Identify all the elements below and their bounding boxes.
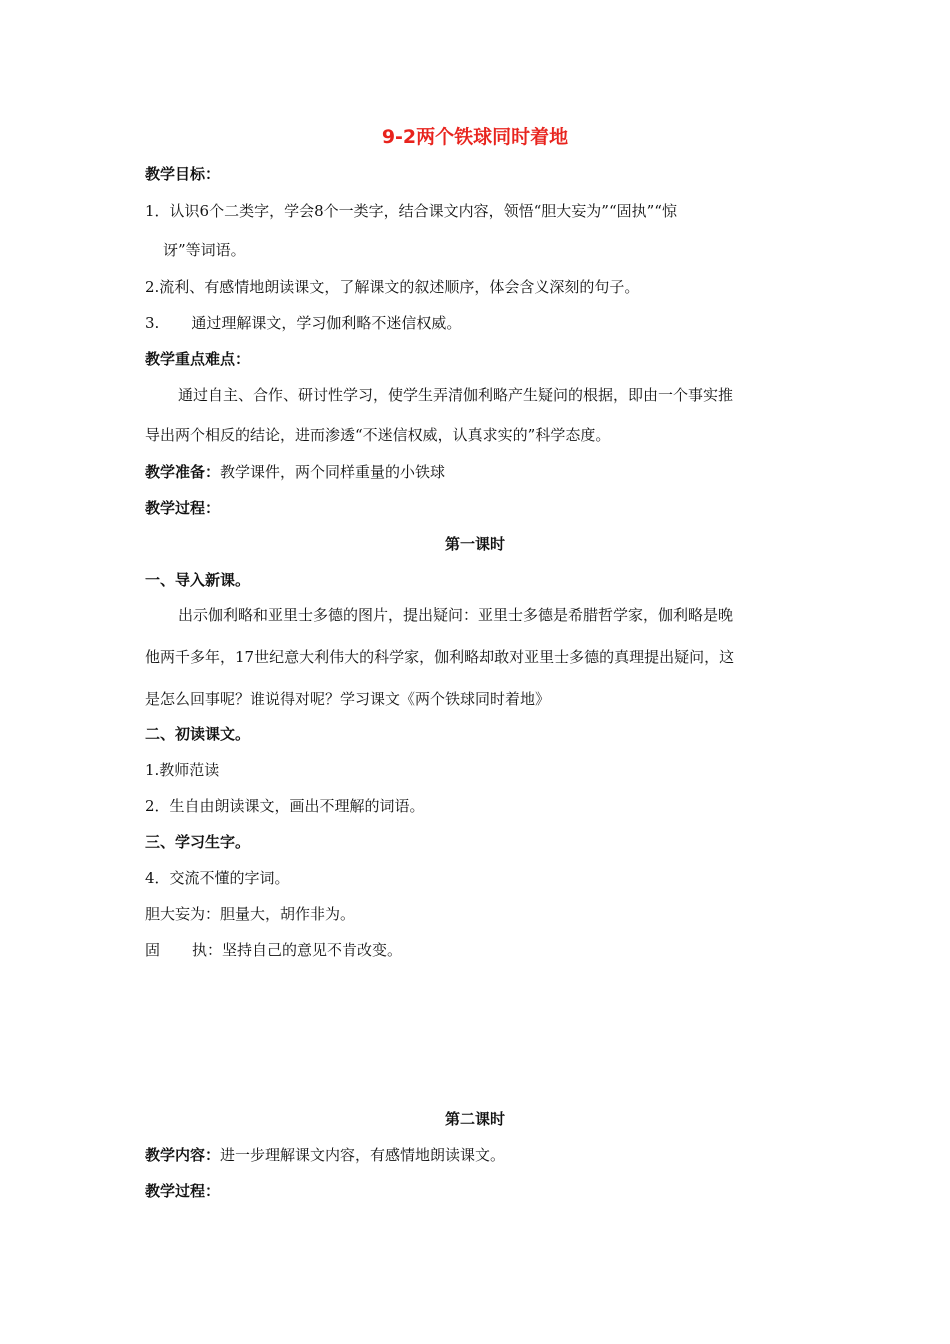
word-definition-2-term: 固: [145, 941, 161, 959]
word-definition-2-rest: 执：坚持自己的意见不肯改变。: [192, 941, 403, 959]
read-step-1: 1.教师范读: [145, 761, 220, 779]
objective-1-line-2: 讶”等词语。: [163, 241, 246, 259]
lesson-2-heading: 第二课时: [444, 1110, 505, 1128]
preparation-text: 教学课件，两个同样重量的小铁球: [220, 463, 446, 481]
objective-3-number: 3.: [145, 314, 160, 332]
word-definition-1: 胆大妄为：胆量大，胡作非为。: [145, 905, 356, 923]
process-heading-2: 教学过程：: [145, 1182, 221, 1200]
objectives-heading: 教学目标：: [145, 165, 221, 183]
preparation-label: 教学准备：: [145, 463, 221, 481]
objective-3-text: 通过理解课文，学习伽利略不迷信权威。: [191, 314, 462, 332]
process-heading: 教学过程：: [145, 499, 221, 517]
intro-line-1: 出示伽利略和亚里士多德的图片，提出疑问：亚里士多德是希腊哲学家，伽利略是晚: [178, 606, 734, 624]
read-step-2: 2．生自由朗读课文，画出不理解的词语。: [145, 797, 425, 815]
key-points-line-2: 导出两个相反的结论，进而渗透“不迷信权威，认真求实的”科学态度。: [145, 426, 611, 444]
objective-2: 2.流利、有感情地朗读课文，了解课文的叙述顺序，体会含义深刻的句子。: [145, 278, 640, 296]
section-1-heading: 一、导入新课。: [145, 571, 251, 589]
words-step-4: 4．交流不懂的字词。: [145, 869, 290, 887]
page-title: 9-2两个铁球同时着地: [381, 126, 569, 148]
section-3-heading: 三、学习生字。: [145, 833, 251, 851]
preparation-line: [145, 462, 445, 482]
section-2-heading: 二、初读课文。: [145, 725, 251, 743]
key-points-line-1: 通过自主、合作、研讨性学习，使学生弄清伽利略产生疑问的根据，即由一个事实推: [178, 386, 734, 404]
content-line: [145, 1145, 505, 1165]
content-text: 进一步理解课文内容，有感情地朗读课文。: [220, 1146, 506, 1164]
content-label: 教学内容：: [145, 1146, 221, 1164]
objective-3: [145, 313, 461, 333]
objective-1-line-1: 1．认识6个二类字，学会8个一类字，结合课文内容，领悟“胆大妄为”“固执”“惊: [145, 202, 677, 220]
word-definition-2: [145, 940, 402, 960]
intro-line-2: 他两千多年，17世纪意大利伟大的科学家，伽利略却敢对亚里士多德的真理提出疑问，这: [145, 648, 735, 666]
lesson-1-heading: 第一课时: [444, 535, 505, 553]
key-points-heading: 教学重点难点：: [145, 350, 251, 368]
intro-line-3: 是怎么回事呢？谁说得对呢？学习课文《两个铁球同时着地》: [145, 690, 551, 708]
